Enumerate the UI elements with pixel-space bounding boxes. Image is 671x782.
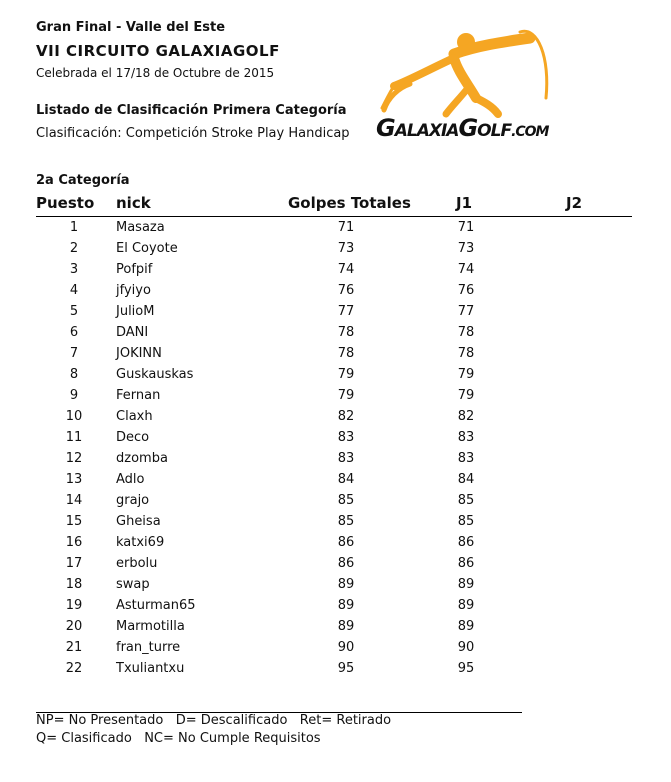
cell-puesto: 1 <box>69 220 79 235</box>
header-divider <box>36 216 632 217</box>
cell-nick: Claxh <box>116 409 153 424</box>
legend-line-1: NP= No Presentado D= Descalificado Ret= Retirado <box>36 713 392 728</box>
cell-puesto: 9 <box>69 388 79 403</box>
cell-puesto: 3 <box>69 262 79 277</box>
cell-nick: Masaza <box>116 220 165 235</box>
table-row <box>0 554 671 575</box>
cell-nick: katxi69 <box>116 535 165 550</box>
table-row <box>0 512 671 533</box>
category-label: 2a Categoría <box>36 173 130 188</box>
col-header-j2: J2 <box>566 194 583 212</box>
legend-line-2: Q= Clasificado NC= No Cumple Requisitos <box>36 731 321 746</box>
col-header-nick: nick <box>116 194 151 212</box>
cell-j1: 76 <box>457 283 475 298</box>
cell-golpes: 82 <box>337 409 355 424</box>
cell-golpes: 86 <box>337 535 355 550</box>
col-header-puesto: Puesto <box>36 194 95 212</box>
table-row <box>0 470 671 491</box>
cell-j1: 79 <box>457 367 475 382</box>
table-row <box>0 533 671 554</box>
table-row <box>0 659 671 680</box>
cell-j1: 86 <box>457 556 475 571</box>
cell-puesto: 4 <box>69 283 79 298</box>
cell-nick: Guskauskas <box>116 367 194 382</box>
cell-nick: Asturman65 <box>116 598 196 613</box>
cell-puesto: 10 <box>65 409 83 424</box>
cell-puesto: 16 <box>65 535 83 550</box>
table-row <box>0 386 671 407</box>
golfer-swing-icon <box>380 28 580 123</box>
cell-puesto: 13 <box>65 472 83 487</box>
cell-puesto: 15 <box>65 514 83 529</box>
cell-golpes: 78 <box>337 346 355 361</box>
cell-puesto: 8 <box>69 367 79 382</box>
cell-j1: 85 <box>457 514 475 529</box>
cell-golpes: 83 <box>337 430 355 445</box>
cell-puesto: 11 <box>65 430 83 445</box>
cell-j1: 85 <box>457 493 475 508</box>
cell-nick: dzomba <box>116 451 168 466</box>
cell-puesto: 18 <box>65 577 83 592</box>
table-row <box>0 260 671 281</box>
cell-golpes: 83 <box>337 451 355 466</box>
cell-nick: JulioM <box>116 304 155 319</box>
cell-j1: 89 <box>457 598 475 613</box>
table-row <box>0 575 671 596</box>
cell-j1: 86 <box>457 535 475 550</box>
table-row <box>0 344 671 365</box>
cell-j1: 73 <box>457 241 475 256</box>
cell-j1: 89 <box>457 619 475 634</box>
logo-domain: .COM <box>511 124 549 140</box>
cell-j1: 90 <box>457 640 475 655</box>
table-row <box>0 407 671 428</box>
cell-golpes: 86 <box>337 556 355 571</box>
table-row <box>0 638 671 659</box>
cell-j1: 78 <box>457 346 475 361</box>
cell-golpes: 78 <box>337 325 355 340</box>
table-row <box>0 617 671 638</box>
cell-puesto: 20 <box>65 619 83 634</box>
cell-puesto: 21 <box>65 640 83 655</box>
logo-letters: OLF <box>477 121 512 141</box>
cell-j1: 95 <box>457 661 475 676</box>
table-row <box>0 428 671 449</box>
event-date: Celebrada el 17/18 de Octubre de 2015 <box>36 66 275 80</box>
circuit-title: VII CIRCUITO GALAXIAGOLF <box>36 42 280 60</box>
cell-j1: 79 <box>457 388 475 403</box>
cell-nick: DANI <box>116 325 149 340</box>
cell-nick: swap <box>116 577 150 592</box>
cell-golpes: 73 <box>337 241 355 256</box>
table-row <box>0 302 671 323</box>
classification-type: Clasificación: Competición Stroke Play Handicap <box>36 126 350 141</box>
cell-j1: 83 <box>457 451 475 466</box>
table-row <box>0 323 671 344</box>
event-title: Gran Final - Valle del Este <box>36 20 226 35</box>
cell-puesto: 5 <box>69 304 79 319</box>
logo-letter: G <box>458 114 478 142</box>
cell-golpes: 89 <box>337 619 355 634</box>
cell-puesto: 7 <box>69 346 79 361</box>
cell-nick: erbolu <box>116 556 158 571</box>
cell-nick: Pofpif <box>116 262 153 277</box>
list-title: Listado de Clasificación Primera Categoría <box>36 103 347 118</box>
table-row <box>0 281 671 302</box>
table-row <box>0 365 671 386</box>
cell-j1: 84 <box>457 472 475 487</box>
cell-j1: 89 <box>457 577 475 592</box>
col-header-j1: J1 <box>456 194 473 212</box>
cell-nick: El Coyote <box>116 241 178 256</box>
cell-golpes: 90 <box>337 640 355 655</box>
cell-j1: 78 <box>457 325 475 340</box>
table-row <box>0 218 671 239</box>
cell-golpes: 74 <box>337 262 355 277</box>
cell-golpes: 71 <box>337 220 355 235</box>
cell-j1: 83 <box>457 430 475 445</box>
cell-nick: Marmotilla <box>116 619 185 634</box>
logo-wordmark <box>376 114 549 142</box>
logo-letters: ALAXIA <box>394 121 459 141</box>
cell-puesto: 17 <box>65 556 83 571</box>
results-table-body <box>0 218 671 680</box>
cell-nick: JOKINN <box>116 346 162 361</box>
cell-puesto: 19 <box>65 598 83 613</box>
cell-nick: grajo <box>116 493 150 508</box>
cell-golpes: 76 <box>337 283 355 298</box>
cell-golpes: 77 <box>337 304 355 319</box>
cell-j1: 77 <box>457 304 475 319</box>
cell-nick: Deco <box>116 430 150 445</box>
cell-nick: fran_turre <box>116 640 181 655</box>
cell-golpes: 95 <box>337 661 355 676</box>
cell-puesto: 6 <box>69 325 79 340</box>
cell-golpes: 89 <box>337 577 355 592</box>
cell-nick: Fernan <box>116 388 161 403</box>
cell-golpes: 79 <box>337 367 355 382</box>
cell-j1: 71 <box>457 220 475 235</box>
cell-puesto: 2 <box>69 241 79 256</box>
cell-puesto: 12 <box>65 451 83 466</box>
cell-puesto: 22 <box>65 661 83 676</box>
cell-j1: 74 <box>457 262 475 277</box>
col-header-golpes: Golpes Totales <box>288 194 411 212</box>
table-row <box>0 449 671 470</box>
cell-j1: 82 <box>457 409 475 424</box>
cell-golpes: 85 <box>337 514 355 529</box>
table-row <box>0 491 671 512</box>
cell-nick: Adlo <box>116 472 145 487</box>
table-row <box>0 239 671 260</box>
galaxiagolf-logo <box>376 28 580 148</box>
cell-nick: Gheisa <box>116 514 161 529</box>
cell-puesto: 14 <box>65 493 83 508</box>
cell-golpes: 79 <box>337 388 355 403</box>
cell-golpes: 85 <box>337 493 355 508</box>
cell-nick: Txuliantxu <box>116 661 185 676</box>
cell-nick: jfyiyo <box>116 283 151 298</box>
logo-letter: G <box>376 114 395 142</box>
cell-golpes: 84 <box>337 472 355 487</box>
cell-golpes: 89 <box>337 598 355 613</box>
table-row <box>0 596 671 617</box>
